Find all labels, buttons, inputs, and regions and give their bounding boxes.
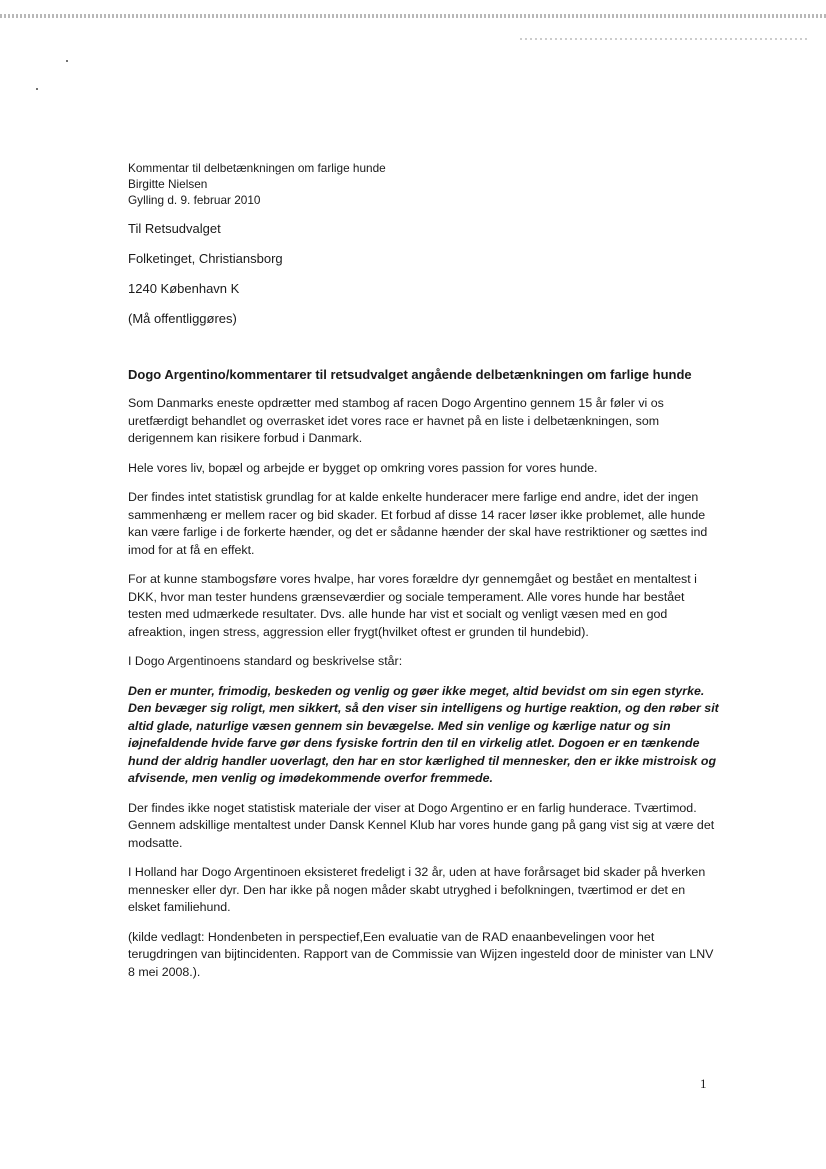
paragraph: Hele vores liv, bopæl og arbejde er bygget op omkring vores passion for vores hunde. <box>128 460 598 475</box>
scan-artifact-top <box>0 14 826 18</box>
source-citation: (kilde vedlagt: Hondenbeten in perspectief,Een evaluatie van de RAD enaanbevelingen voor het terugdringen van bijtincidenten. Rapport van de Commissie van Wijzen ingesteld door de minister van LNV 8 mei 2008.). <box>128 929 714 979</box>
header-date: Gylling d. 9. februar 2010 <box>128 193 261 207</box>
publication-note: (Må offentliggøres) <box>128 311 237 326</box>
letter-page <box>128 160 720 981</box>
header-subject: Kommentar til delbetænkningen om farlige hunde <box>128 161 386 175</box>
paragraph: Som Danmarks eneste opdrætter med stambog af racen Dogo Argentino gennem 15 år føler vi os uretfærdigt behandlet og overrasket idet vores race er havnet på en liste i delbetænkningen, som derigennem kan risikere forbud i Danmark. <box>128 396 664 445</box>
paragraph: Der findes ikke noget statistisk materiale der viser at Dogo Argentino er en farlig hunderace. Tværtimod. Gennem adskillige mentaltest under Dansk Kennel Klub har vores hunde gang på gang vist sig at være det modsatte. <box>128 800 715 850</box>
scan-speck <box>36 88 38 90</box>
letter-title: Dogo Argentino/kommentarer til retsudvalget angående delbetænkningen om farlige hunde <box>128 367 692 382</box>
paragraph: Der findes intet statistisk grundlag for at kalde enkelte hunderacer mere farlige end andre, idet der ingen sammenhæng er mellem racer og bid skader. Et forbud af disse 14 racer løser ikke problemet, alle hunde kan være farlige i de forkerte hænder, og det er sådanne hænder der skal have restriktioner og sættes ind imod for at få en effekt. <box>128 490 708 557</box>
paragraph: I Holland har Dogo Argentinoen eksisteret fredeligt i 32 år, uden at have forårsaget bid skader på hverken mennesker eller dyr. Den har ikke på nogen måder skabt utryghed i befolkningen, tværtimod er det en elsket familiehund. <box>128 865 706 914</box>
page-number: 1 <box>700 1076 707 1091</box>
paragraph: For at kunne stambogsføre vores hvalpe, har vores forældre dyr gennemgået og bestået en mentaltest i DKK, hvor man tester hundens grænseværdier og sociale temperament. Alle vores hunde har bestået testen med udmærkede resultater. Dvs. alle hunde har vist et socialt og venligt væsen med en god afreaktion, ingen stress, aggression eller frygt(hvilket oftest er grunden til hundebid). <box>128 572 697 639</box>
recipient-line: 1240 København K <box>128 281 240 296</box>
scan-artifact-line <box>520 38 810 40</box>
paragraph: I Dogo Argentinoens standard og beskrivelse står: <box>128 654 403 668</box>
letter-header <box>128 160 720 208</box>
recipient-block <box>128 221 720 327</box>
scan-speck <box>66 60 68 62</box>
recipient-line: Folketinget, Christiansborg <box>128 251 283 266</box>
breed-standard-quote: Den er munter, frimodig, beskeden og venlig og gøer ikke meget, altid bevidst om sin egen styrke. Den bevæger sig roligt, men sikkert, så den viser sin intelligens og hurtige reaktion, og den røber sit altid glade, naturlige væsen gennem sin bevægelse. Med sin venlige og kærlige natur og sin iøjnefaldende hvide farve gør dens fysiske fortrin den til en virkelig atlet. Dogoen er en tænkende hund der aldrig handler uoverlagt, den har en stor kærlighed til mennesker, den er ikke mistroisk og afvisende, men venlig og imødekommende overfor fremmede. <box>128 683 719 785</box>
recipient-line: Til Retsudvalget <box>128 221 221 236</box>
header-author: Birgitte Nielsen <box>128 177 208 191</box>
